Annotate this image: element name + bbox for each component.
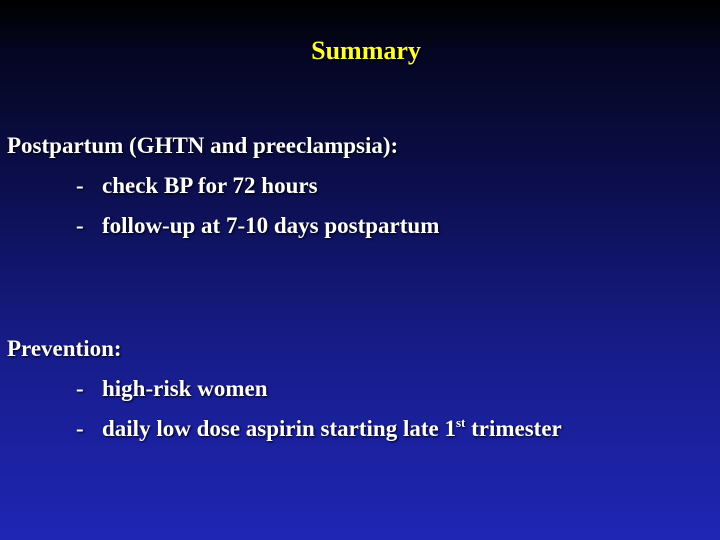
bullet-item [7, 166, 439, 206]
section-heading: Postpartum (GHTN and preeclampsia): [7, 133, 399, 158]
bullet-item [7, 369, 562, 409]
bullet-text: high-risk women [102, 376, 268, 401]
bullet-marker: - [76, 173, 84, 198]
bullet-text-continued: trimester [465, 416, 562, 441]
bullet-item [7, 409, 562, 449]
bullet-item [7, 206, 439, 246]
bullet-text: follow-up at 7-10 days postpartum [102, 213, 440, 238]
section-prevention [7, 329, 562, 449]
section-heading: Prevention: [7, 336, 122, 361]
bullet-list [7, 166, 439, 246]
ordinal-superscript: st [455, 415, 466, 430]
bullet-marker: - [76, 416, 84, 441]
section-postpartum [7, 126, 439, 246]
bullet-text: check BP for 72 hours [102, 173, 318, 198]
bullet-list [7, 369, 562, 449]
bullet-marker: - [76, 213, 84, 238]
bullet-marker: - [76, 376, 84, 401]
slide-title: Summary [311, 36, 421, 65]
bullet-text: daily low dose aspirin starting late 1 [102, 416, 456, 441]
